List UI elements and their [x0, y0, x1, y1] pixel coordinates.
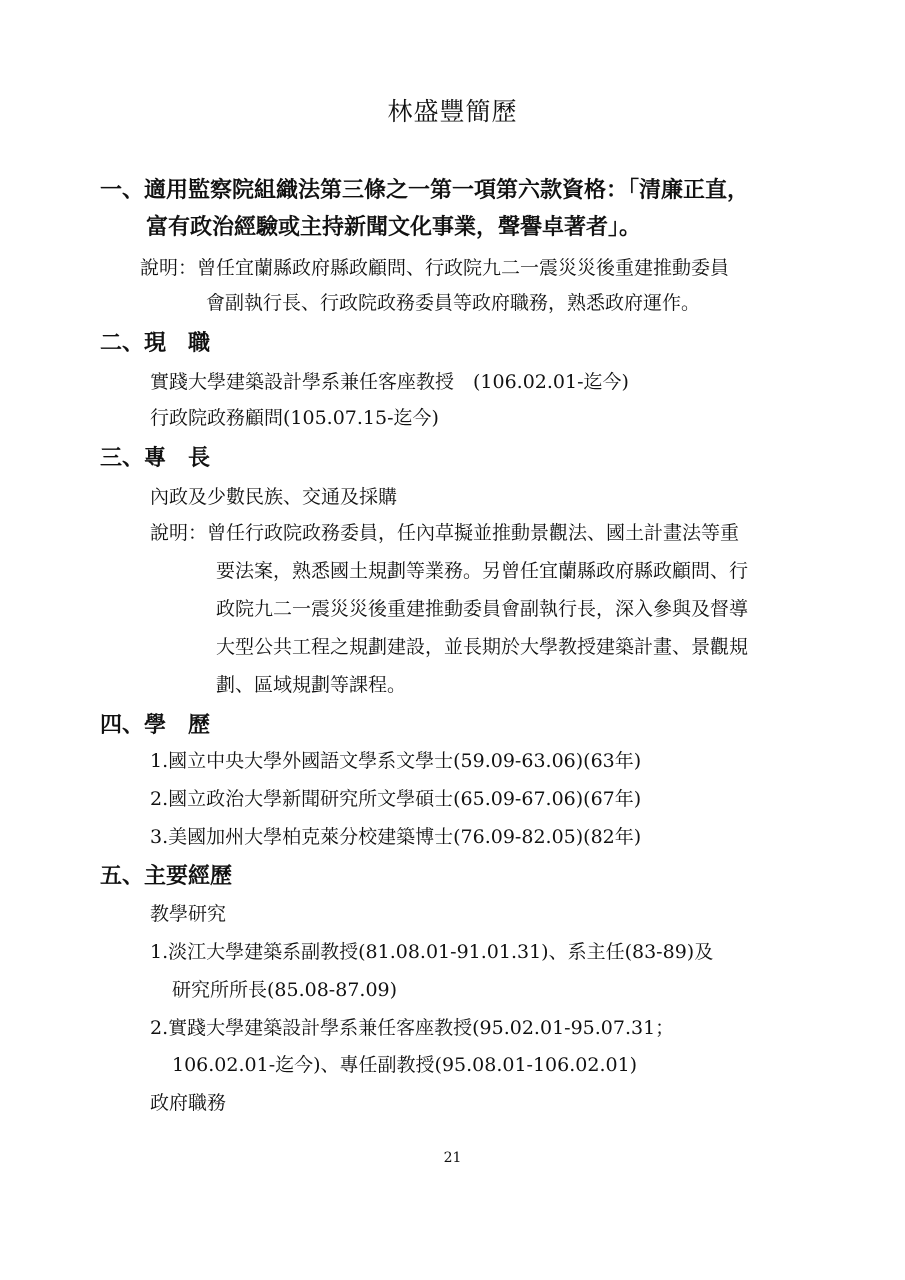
experience-item-2-continued: 106.02.01-迄今)、專任副教授(95.08.01-106.02.01): [172, 1054, 638, 1076]
section-1-heading-continued: 富有政治經驗或主持新聞文化事業，聲譽卓著者」。: [146, 215, 642, 240]
section-4-heading: 四、學 歷: [100, 713, 211, 738]
experience-subheading-government: 政府職務: [150, 1092, 227, 1114]
experience-item-2: 2.實踐大學建築設計學系兼任客座教授(95.02.01-95.07.31；: [150, 1017, 675, 1039]
experience-subheading-teaching: 教學研究: [150, 903, 227, 925]
current-position-1: 實踐大學建築設計學系兼任客座教授 (106.02.01-迄今): [150, 371, 629, 393]
experience-item-1: 1.淡江大學建築系副教授(81.08.01-91.01.31)、系主任(83-89)及: [150, 941, 714, 963]
current-position-2: 行政院政務顧問(105.07.15-迄今): [150, 407, 439, 429]
expertise-field: 內政及少數民族、交通及採購: [150, 486, 398, 508]
section-3-heading: 三、專 長: [100, 446, 211, 471]
education-item-3: 3.美國加州大學柏克萊分校建築博士(76.09-82.05)(82年): [150, 826, 642, 848]
section-1-note: 說明：曾任宜蘭縣政府縣政顧問、行政院九二一震災災後重建推動委員: [140, 257, 730, 279]
education-item-2: 2.國立政治大學新聞研究所文學碩士(65.09-67.06)(67年): [150, 788, 642, 810]
section-1-heading: 一、適用監察院組織法第三條之一第一項第六款資格：「清廉正直，: [100, 178, 750, 203]
expertise-note-line-3: 政院九二一震災災後重建推動委員會副執行長，深入參與及督導: [216, 598, 749, 620]
expertise-note-line-5: 劃、區域規劃等課程。: [216, 674, 407, 696]
education-item-1: 1.國立中央大學外國語文學系文學士(59.09-63.06)(63年): [150, 750, 642, 772]
expertise-note-line-1: 說明：曾任行政院政務委員，任內草擬並推動景觀法、國土計畫法等重: [150, 522, 740, 544]
section-5-heading: 五、主要經歷: [100, 864, 233, 889]
expertise-note-line-2: 要法案，熟悉國土規劃等業務。另曾任宜蘭縣政府縣政顧問、行: [216, 560, 749, 582]
section-2-heading: 二、現 職: [100, 331, 211, 356]
expertise-note-line-4: 大型公共工程之規劃建設，並長期於大學教授建築計畫、景觀規: [216, 636, 749, 658]
page-number: 21: [443, 1150, 462, 1166]
experience-item-1-continued: 研究所所長(85.08-87.09): [172, 979, 398, 1001]
section-1-note-continued: 會副執行長、行政院政務委員等政府職務，熟悉政府運作。: [206, 292, 701, 314]
page-title: 林盛豐簡歷: [387, 97, 518, 126]
